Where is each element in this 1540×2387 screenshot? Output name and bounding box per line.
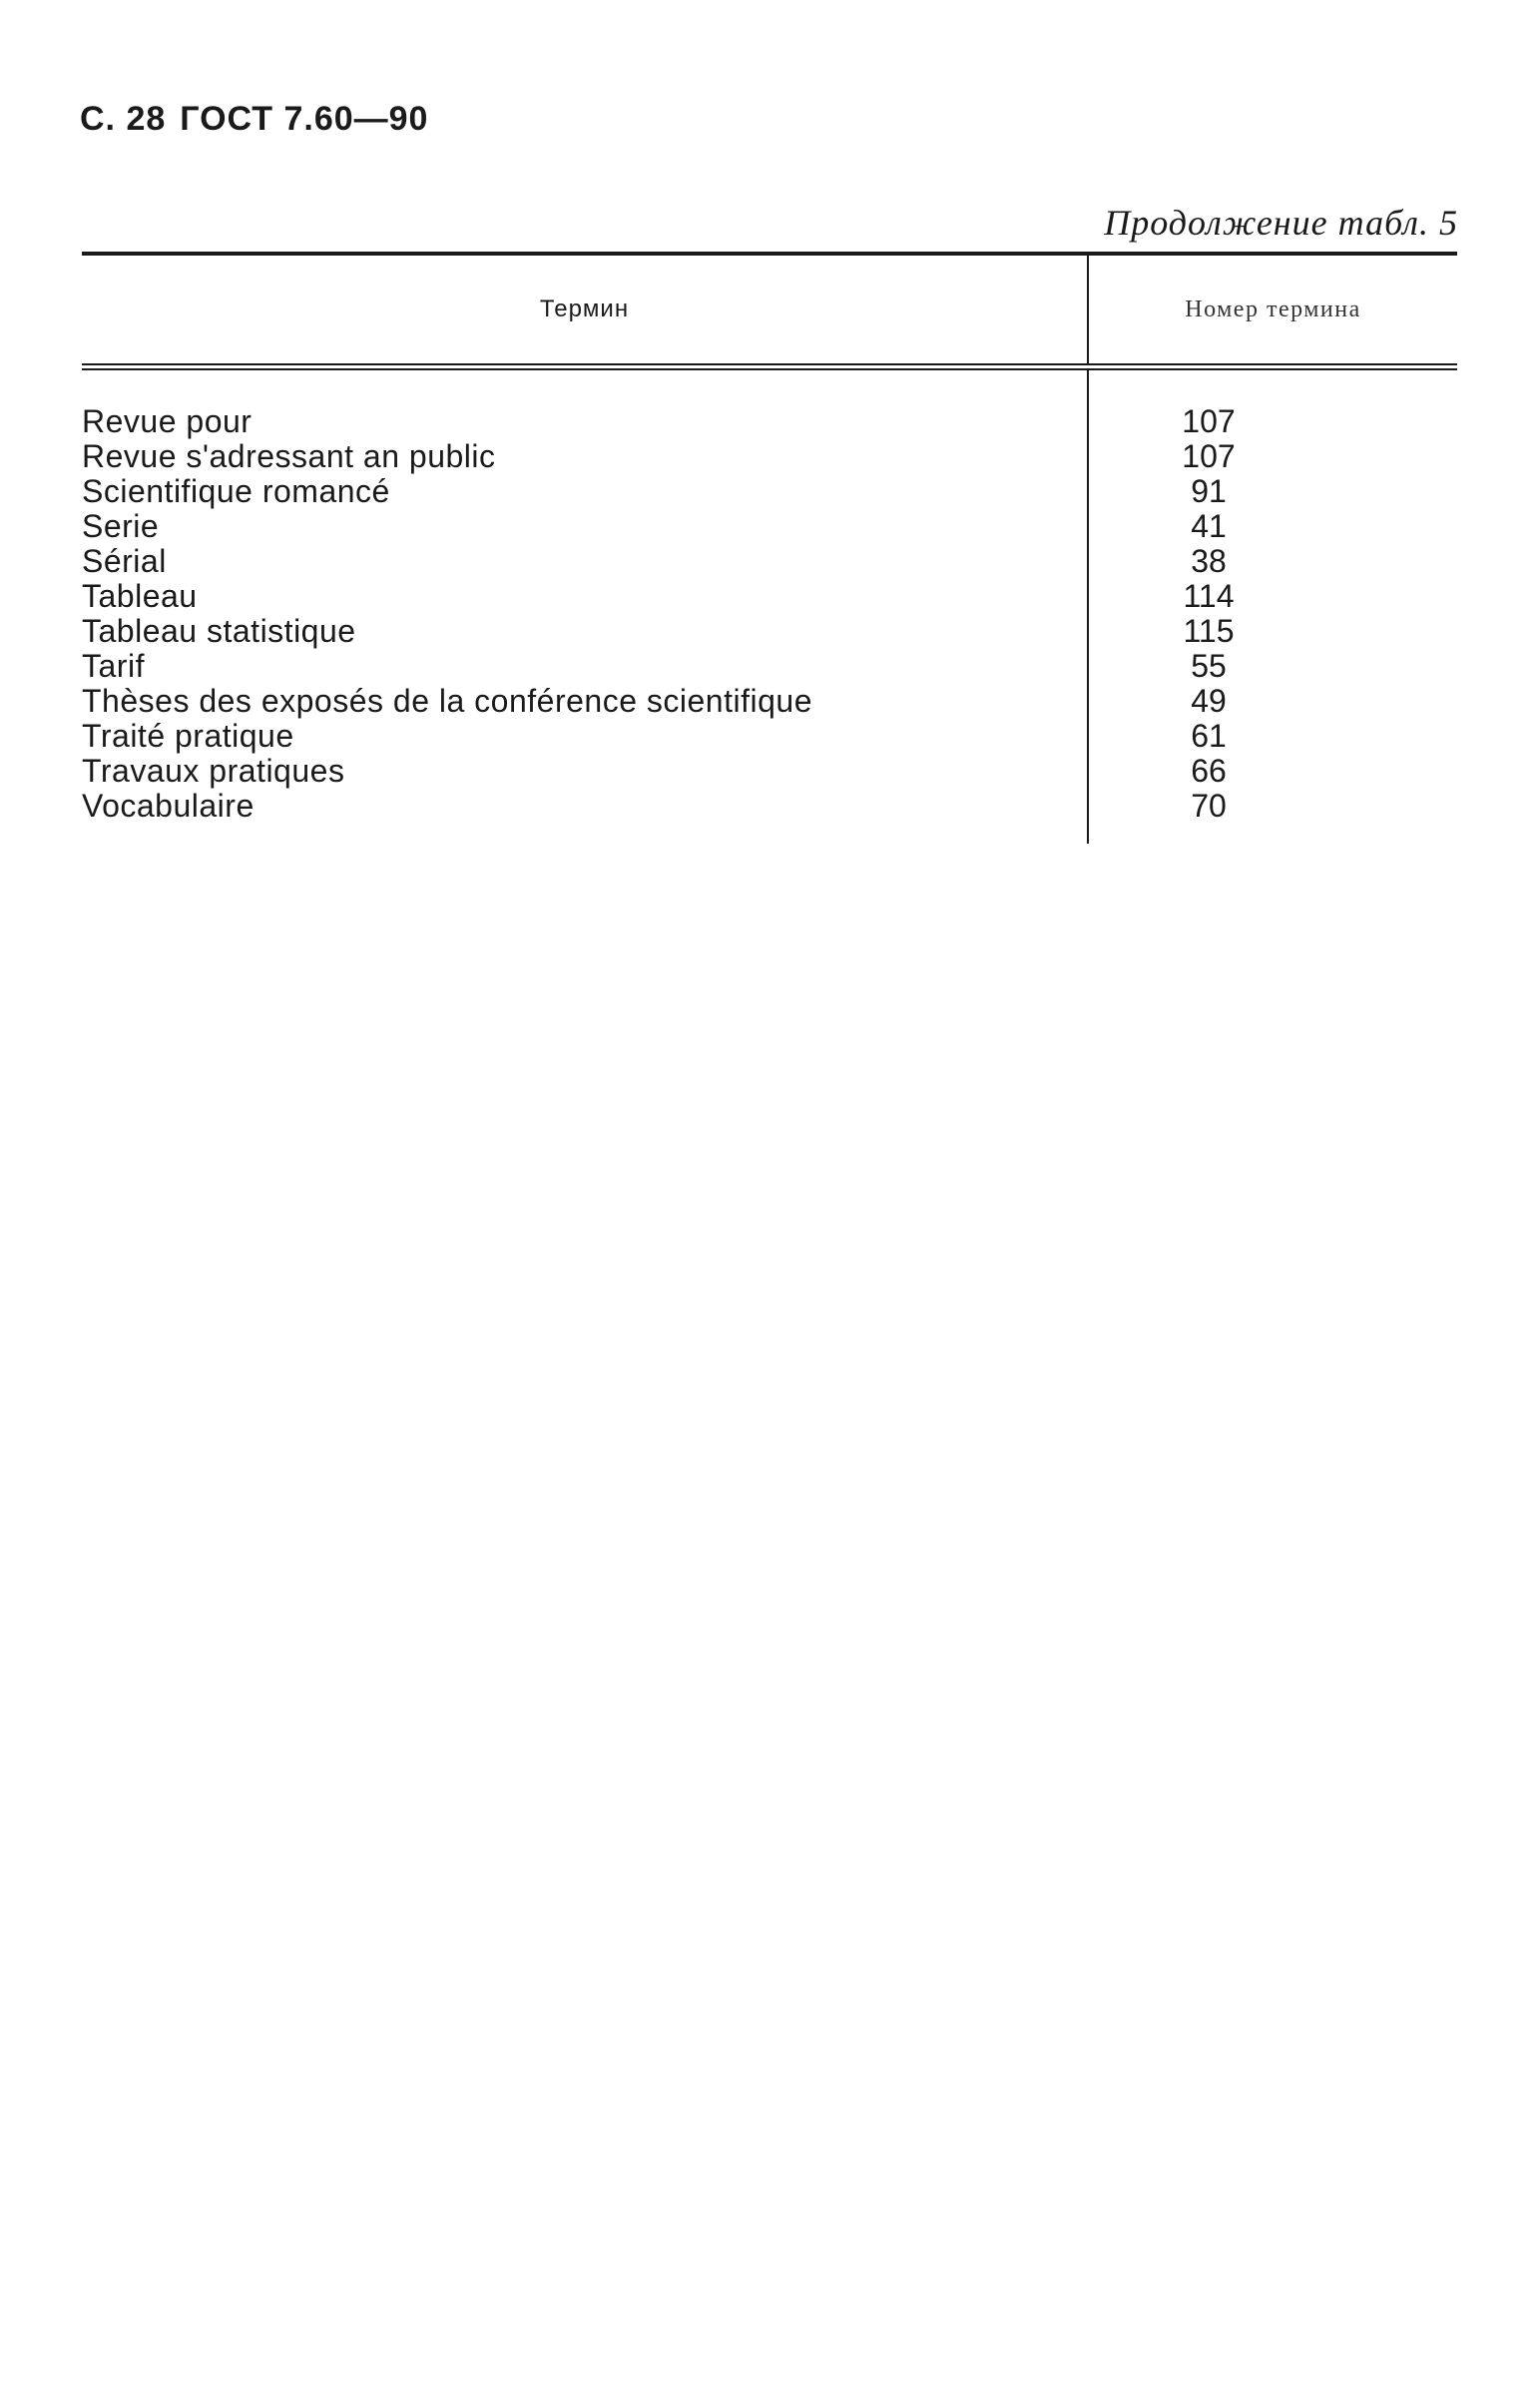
number-column [1087, 370, 1457, 844]
table-row-number: 61 [1191, 718, 1227, 754]
table-row-term: Traité pratique [82, 718, 294, 754]
table-row-number: 115 [1183, 613, 1235, 649]
standard-code: ГОСТ 7.60—90 [180, 100, 429, 138]
terms-table [82, 252, 1457, 844]
table-row-term: Sérial [82, 543, 167, 579]
table-row-number: 107 [1182, 438, 1236, 474]
table-row-number: 70 [1191, 788, 1227, 824]
page-header [80, 100, 428, 139]
table-row-number: 114 [1183, 578, 1235, 614]
table-continuation-caption: Продолжение табл. 5 [1104, 203, 1458, 243]
table-row-number: 55 [1191, 648, 1227, 684]
table-row-term: Revue pour [82, 403, 253, 439]
table-row-term: Tableau statistique [82, 613, 356, 649]
table-row-number: 49 [1191, 683, 1227, 719]
table-row-number: 38 [1191, 543, 1227, 579]
table-row-term: Thèses des exposés de la conférence scientifique [82, 683, 812, 719]
table-header-double-rule [82, 363, 1457, 370]
table-row-term: Travaux pratiques [82, 753, 345, 789]
table-row-term: Tarif [82, 648, 145, 684]
table-row-term: Tableau [82, 578, 198, 614]
table-header-row [82, 256, 1457, 363]
term-column [82, 370, 1087, 844]
table-row-term: Revue s'adressant an public [82, 438, 496, 474]
column-header-number: Номер термина [1087, 256, 1457, 363]
table-row-number: 41 [1191, 508, 1227, 544]
table-row-term: Serie [82, 508, 160, 544]
table-row-term: Scientifique romancé [82, 473, 390, 509]
table-body [82, 370, 1457, 844]
table-row-number: 107 [1182, 403, 1236, 439]
table-row-term: Vocabulaire [82, 788, 255, 824]
page-number: С. 28 [80, 100, 167, 138]
table-row-number: 91 [1191, 473, 1227, 509]
column-header-term: Термин [539, 296, 630, 322]
table-row-number: 66 [1191, 753, 1227, 789]
